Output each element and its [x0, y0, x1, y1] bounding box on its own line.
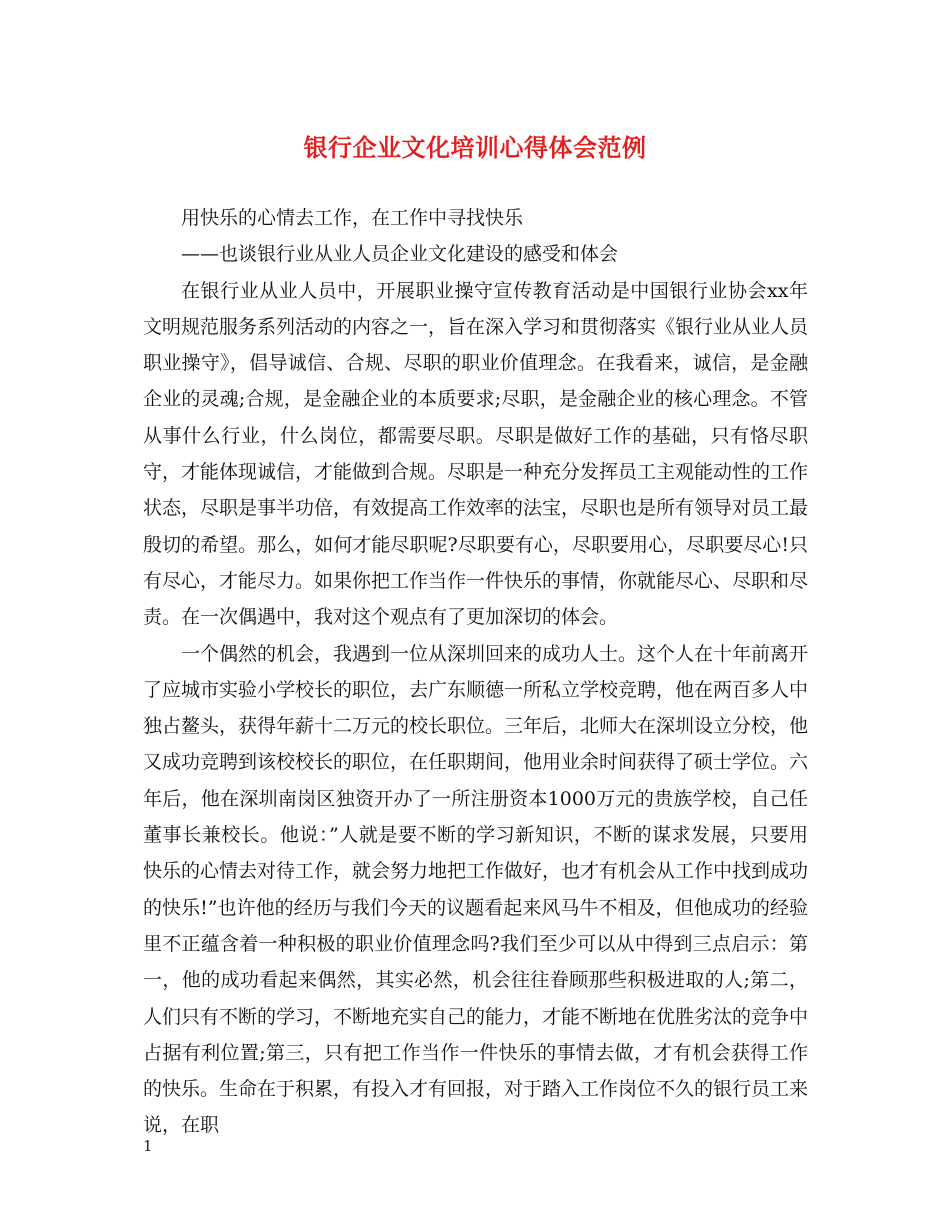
- body-paragraph: 一个偶然的机会，我遇到一位从深圳回来的成功人士。这个人在十年前离开了应城市实验小学校长的职位，去广东顺德一所私立学校竞聘，他在两百多人中独占鳌头，获得年薪十二万元的校长职位。三年后，北师大在深圳设立分校，他又成功竞聘到该校校长的职位，在任职期间，他用业余时间获得了硕士学位。六年后，他在深圳南岗区独资开办了一所注册资本1000万元的贵族学校，自己任董事长兼校长。他说：”人就是要不断的学习新知识，不断的谋求发展，只要用快乐的心情去对待工作，就会努力地把工作做好，也才有机会从工作中找到成功的快乐!”也许他的经历与我们今天的议题看起来风马牛不相及，但他成功的经验里不正蕴含着一种积极的职业价值理念吗?我们至少可以从中得到三点启示：第一，他的成功看起来偶然，其实必然，机会往往眷顾那些积极进取的人;第二，人们只有不断的学习，不断地充实自己的能力，才能不断地在优胜劣汰的竞争中占据有利位置;第三，只有把工作当作一件快乐的事情去做，才有机会获得工作的快乐。生命在于积累，有投入才有回报，对于踏入工作岗位不久的银行员工来说，在职: [143, 642, 809, 1137]
- document-title: 银行企业文化培训心得体会范例: [303, 133, 647, 162]
- document-body: [143, 200, 808, 1144]
- page-number: 1: [143, 1137, 153, 1155]
- body-paragraph: 在银行业从业人员中，开展职业操守宣传教育活动是中国银行业协会xx年文明规范服务系列活动的内容之一，旨在深入学习和贯彻落实《银行业从业人员职业操守》，倡导诚信、合规、尽职的职业价值理念。在我看来，诚信，是金融企业的灵魂;合规，是金融企业的本质要求;尽职，是金融企业的核心理念。不管从事什么行业，什么岗位，都需要尽职。尽职是做好工作的基础，只有恪尽职守，才能体现诚信，才能做到合规。尽职是一种充分发挥员工主观能动性的工作状态，尽职是事半功倍，有效提高工作效率的法宝，尽职也是所有领导对员工最殷切的希望。那么，如何才能尽职呢?尽职要有心，尽职要用心，尽职要尽心!只有尽心，才能尽力。如果你把工作当作一件快乐的事情，你就能尽心、尽职和尽责。在一次偶遇中，我对这个观点有了更加深切的体会。: [143, 279, 809, 629]
- body-paragraph-subheading: ——也谈银行业从业人员企业文化建设的感受和体会: [181, 243, 619, 266]
- body-paragraph-subtitle: 用快乐的心情去工作，在工作中寻找快乐: [181, 207, 524, 229]
